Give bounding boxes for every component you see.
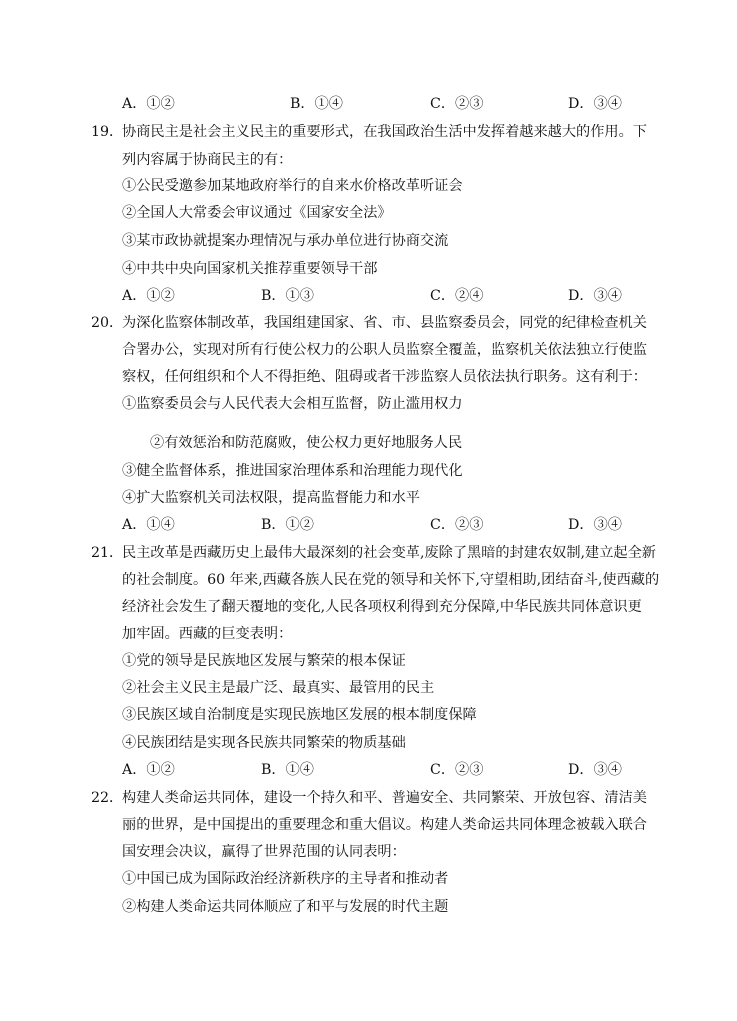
option-a: A．①② [122, 288, 175, 304]
option-b: B．①④ [290, 96, 343, 112]
question-stem: 的社会制度。60 年来,西藏各族人民在党的领导和关怀下,守望相助,团结奋斗,使西藏的 [122, 572, 660, 588]
option-d: D．③④ [568, 517, 622, 533]
question-stem: 为深化监察体制改革，我国组建国家、省、市、县监察委员会，同党的纪律检查机关 [122, 315, 647, 331]
statement-item: ③某市政协就提案办理情况与承办单位进行协商交流 [122, 233, 449, 249]
question-stem: 构建人类命运共同体，建设一个持久和平、普遍安全、共同繁荣、开放包容、清洁美 [122, 790, 647, 806]
statement-item: ①公民受邀参加某地政府举行的自来水价格改革听证会 [122, 178, 463, 194]
statement-item: ②全国人大常委会审议通过《国家安全法》 [122, 205, 392, 221]
option-b: B．①③ [261, 288, 314, 304]
question-stem: 协商民主是社会主义民主的重要形式，在我国政治生活中发挥着越来越大的作用。下 [122, 124, 647, 140]
option-a: A．①② [122, 762, 175, 778]
option-a: A．①④ [122, 517, 175, 533]
option-b: B．①④ [261, 762, 314, 778]
question-number: 19． [91, 124, 124, 140]
statement-item: ②构建人类命运共同体顺应了和平与发展的时代主题 [122, 899, 449, 915]
question-number: 21． [91, 545, 124, 561]
statement-item: ①党的领导是民族地区发展与繁荣的根本保证 [122, 653, 406, 669]
statement-item: ③民族区域自治制度是实现民族地区发展的根本制度保障 [122, 707, 477, 723]
statement-item: ②社会主义民主是最广泛、最真实、最管用的民主 [122, 680, 435, 696]
question-stem: 经济社会发生了翻天覆地的变化,人民各项权利得到充分保障,中华民族共同体意识更 [122, 599, 642, 615]
statement-item: ②有效惩治和防范腐败，使公权力更好地服务人民 [150, 435, 463, 451]
statement-item: ④扩大监察机关司法权限，提高监督能力和水平 [122, 490, 420, 506]
question-number: 20． [91, 315, 124, 331]
option-d: D．③④ [568, 96, 622, 112]
question-stem: 国安理会决议，赢得了世界范围的认同表明： [122, 844, 406, 860]
question-stem: 丽的世界，是中国提出的重要理念和重大倡议。构建人类命运共同体理念被载入联合 [122, 817, 647, 833]
option-d: D．③④ [568, 288, 622, 304]
option-c: C．②③ [430, 762, 484, 778]
option-b: B．①② [261, 517, 314, 533]
statement-item: ③健全监督体系，推进国家治理体系和治理能力现代化 [122, 463, 463, 479]
question-stem: 民主改革是西藏历史上最伟大最深刻的社会变革,废除了黑暗的封建农奴制,建立起全新 [122, 545, 656, 561]
question-stem: 加牢固。西藏的巨变表明： [122, 626, 293, 642]
question-stem: 合署办公，实现对所有行使公权力的公职人员监察全覆盖，监察机关依法独立行使监 [122, 342, 647, 358]
statement-item: ④民族团结是实现各民族共同繁荣的物质基础 [122, 735, 406, 751]
option-d: D．③④ [568, 762, 622, 778]
question-stem: 列内容属于协商民主的有： [122, 152, 293, 168]
option-c: C．②④ [430, 288, 484, 304]
question-stem: 察权，任何组织和个人不得拒绝、阻碍或者干涉监察人员依法执行职务。这有利于： [122, 369, 647, 385]
question-number: 22． [91, 790, 124, 806]
option-a: A．①② [122, 96, 175, 112]
statement-item: ①监察委员会与人民代表大会相互监督，防止滥用权力 [122, 396, 463, 412]
statement-item: ①中国已成为国际政治经济新秩序的主导者和推动者 [122, 871, 449, 887]
statement-item: ④中共中央向国家机关推荐重要领导干部 [122, 261, 378, 277]
option-c: C．②③ [430, 517, 484, 533]
option-c: C．②③ [430, 96, 484, 112]
